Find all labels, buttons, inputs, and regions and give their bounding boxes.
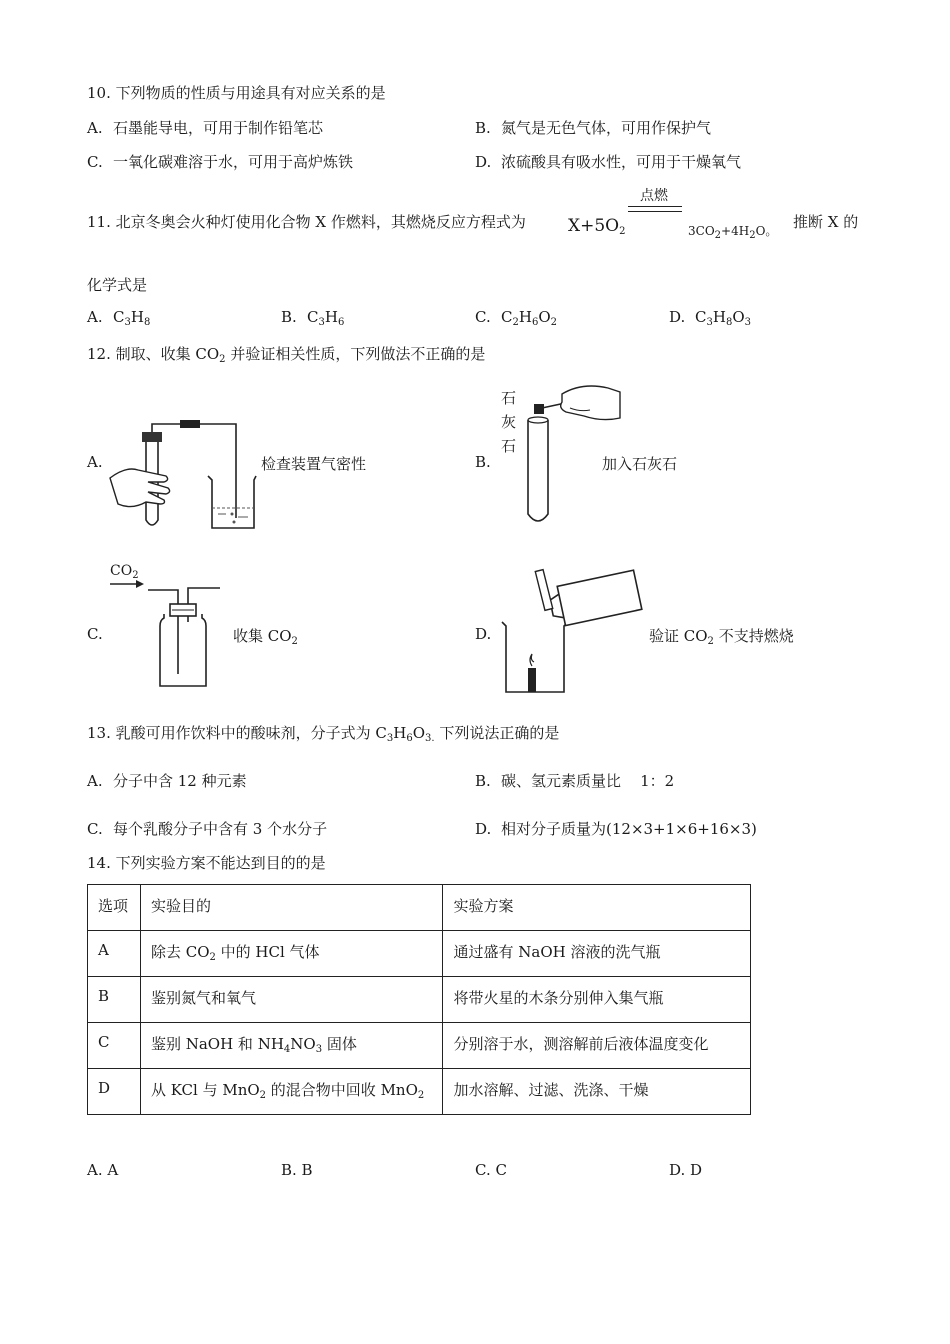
q11-equation-right: $3CO_2+4H_2O$。 — [688, 224, 778, 241]
q11-stem: 11. 北京冬奥会火种灯使用化合物 X 作燃料，其燃烧反应方程式为 — [87, 213, 526, 231]
row-plan: 分别溶于水，测溶解前后液体温度变化 — [443, 1023, 751, 1069]
airtightness-check-figure — [108, 418, 258, 533]
q12-option-a-letter: A. — [87, 453, 103, 471]
q10-option-b: B. 氮气是无色气体，可用作保护气 — [475, 119, 712, 137]
q11-equation-left: $X+5O_2$ — [568, 216, 626, 237]
q13-option-c: C. 每个乳酸分子中含有 3 个水分子 — [87, 820, 328, 838]
row-goal: 从 KCl 与 MnO$_2$ 的混合物中回收 MnO$_2$ — [140, 1069, 443, 1115]
q11-option-b: B. $C_3H_6$ — [281, 308, 345, 328]
table-row — [88, 1023, 751, 1069]
q13-option-a: A. 分子中含 12 种元素 — [87, 772, 247, 790]
q13-option-b: B. 碳、氢元素质量比 1：2 — [475, 772, 675, 790]
gas-collection-bottle-figure — [108, 578, 223, 692]
q14-stem: 14. 下列实验方案不能达到目的的是 — [87, 854, 326, 872]
co2-pour-candle-figure — [500, 566, 645, 696]
row-option: B — [88, 977, 141, 1023]
q10-option-a: A. 石墨能导电，可用于制作铅笔芯 — [87, 119, 324, 137]
q12-option-b-caption: 加入石灰石 — [602, 455, 678, 473]
q11-stem-after: 推断 X 的 — [793, 213, 859, 231]
q11-option-c: C. $C_2H_6O_2$ — [475, 308, 558, 328]
header-option: 选项 — [88, 885, 141, 931]
q11-option-a: A. $C_3H_8$ — [87, 308, 151, 328]
row-goal: 除去 $CO_2$ 中的 HCl 气体 — [140, 931, 443, 977]
row-option: A — [88, 931, 141, 977]
q12-stem: 12. 制取、收集 $CO_2$ 并验证相关性质，下列做法不正确的是 — [87, 345, 486, 365]
header-goal: 实验目的 — [140, 885, 443, 931]
q12-option-c-caption: 收集 $CO_2$ — [233, 627, 298, 647]
experiment-table — [87, 884, 751, 1115]
q13-stem: 13. 乳酸可用作饮料中的酸味剂，分子式为 $C_3H_6O_{3.}$ 下列说法正确的是 — [87, 724, 560, 744]
q11-equals-sign — [628, 206, 682, 212]
row-goal: 鉴别 NaOH 和 $NH_4NO_3$ 固体 — [140, 1023, 443, 1069]
q13-option-d: D. 相对分子质量为(12×3+1×6+16×3) — [475, 820, 757, 838]
table-row — [88, 977, 751, 1023]
q14-answer-a: A. A — [87, 1161, 119, 1179]
q14-answer-c: C. C — [475, 1161, 507, 1179]
q14-answer-b: B. B — [281, 1161, 313, 1179]
header-plan: 实验方案 — [443, 885, 751, 931]
q11-option-d: D. $C_3H_8O_3$ — [669, 308, 752, 328]
q12-option-d-caption: 验证 $CO_2$ 不支持燃烧 — [649, 627, 794, 647]
row-goal: 鉴别氮气和氧气 — [140, 977, 443, 1023]
co2-arrow-label: $CO_2$ — [110, 563, 139, 581]
q12-option-b-letter: B. — [475, 453, 491, 471]
q10-option-c: C. 一氧化碳难溶于水，可用于高炉炼铁 — [87, 153, 354, 171]
row-plan: 将带火星的木条分别伸入集气瓶 — [443, 977, 751, 1023]
row-option: C — [88, 1023, 141, 1069]
q10-option-d: D. 浓硫酸具有吸水性，可用于干燥氧气 — [475, 153, 742, 171]
q12-option-c-letter: C. — [87, 625, 103, 643]
table-header-row — [88, 885, 751, 931]
q12-option-d-letter: D. — [475, 625, 492, 643]
q10-stem: 10. 下列物质的性质与用途具有对应关系的是 — [87, 84, 386, 102]
limestone-label: 石 灰 石 — [501, 389, 517, 455]
q11-stem-line2: 化学式是 — [87, 276, 148, 294]
row-plan: 通过盛有 NaOH 溶液的洗气瓶 — [443, 931, 751, 977]
q11-condition: 点燃 — [640, 188, 668, 204]
row-plan: 加水溶解、过滤、洗涤、干燥 — [443, 1069, 751, 1115]
table-row — [88, 1069, 751, 1115]
row-option: D — [88, 1069, 141, 1115]
q14-answer-d: D. D — [669, 1161, 703, 1179]
q12-option-a-caption: 检查装置气密性 — [261, 455, 367, 473]
table-row — [88, 931, 751, 977]
